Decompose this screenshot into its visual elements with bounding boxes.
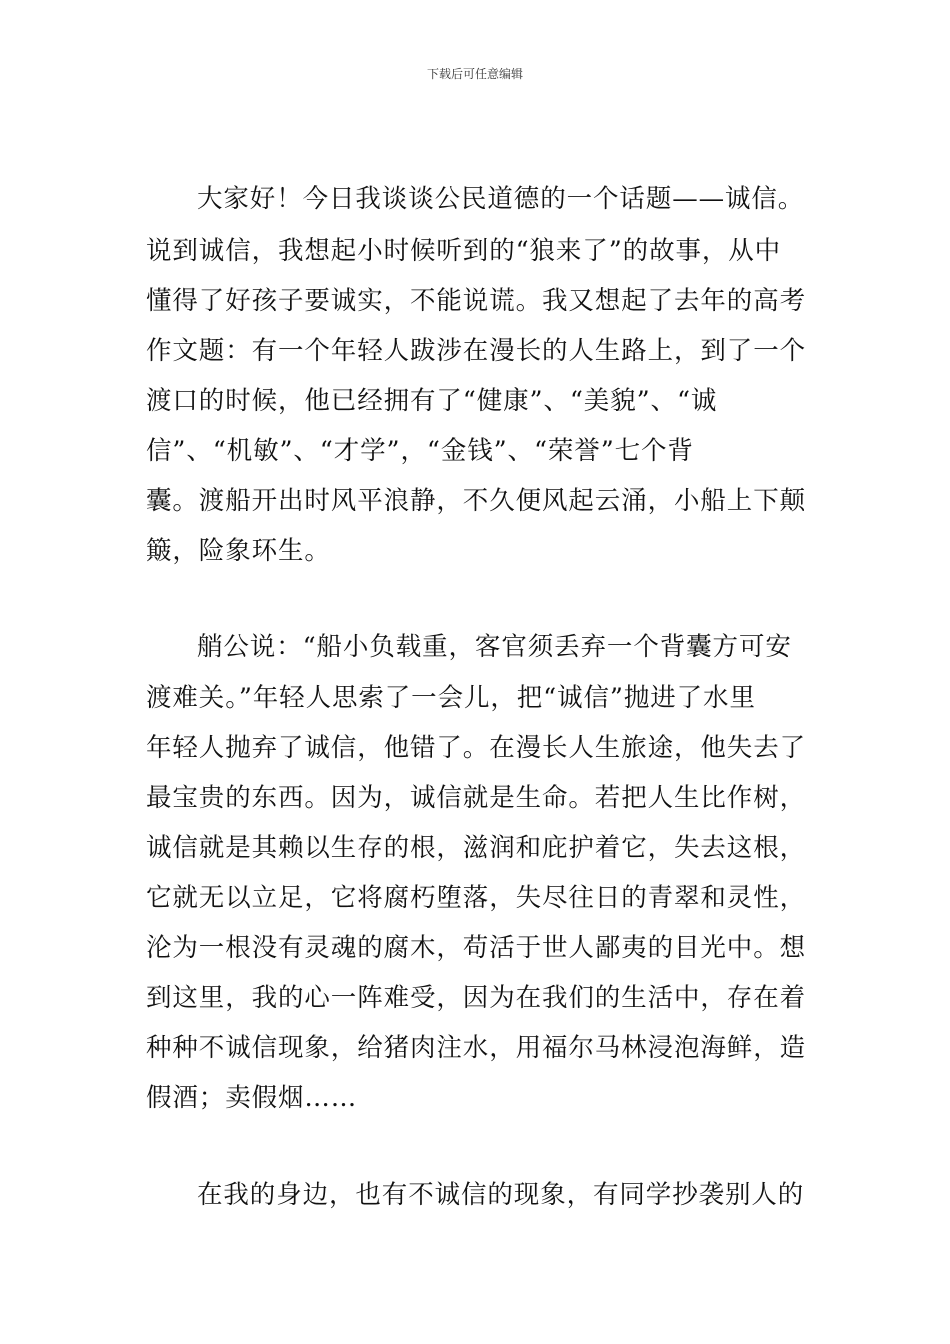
paragraph-2-line-2: 渡难关。”年轻人思索了一会儿，把“诚信”抛进了水里 xyxy=(146,683,756,713)
paragraph-1-line-7: 囊。渡船开出时风平浪静，不久便风起云涌，小船上下颠 xyxy=(146,486,807,516)
paragraph-2-line-5: 诚信就是其赖以生存的根，滋润和庇护着它，失去这根， xyxy=(146,833,807,863)
paragraph-2-line-3: 年轻人抛弃了诚信，他错了。在漫长人生旅途，他失去了 xyxy=(146,733,807,763)
paragraph-1-line-2: 说到诚信，我想起小时候听到的“狼来了”的故事，从中 xyxy=(146,236,782,266)
paragraph-2-line-7: 沦为一根没有灵魂的腐木，苟活于世人鄙夷的目光中。想 xyxy=(146,933,807,963)
paragraph-1-line-5: 渡口的时候，他已经拥有了“健康”、“美貌”、“诚 xyxy=(146,386,718,416)
paragraph-3-line-1: 在我的身边，也有不诚信的现象，有同学抄袭别人的 xyxy=(197,1180,805,1210)
paragraph-1-line-3: 懂得了好孩子要诚实，不能说谎。我又想起了去年的高考 xyxy=(146,286,807,316)
paragraph-1-line-6: 信”、“机敏”、“才学”，“金钱”、“荣誉”七个背 xyxy=(146,436,694,466)
paragraph-1-line-8: 簸，险象环生。 xyxy=(146,536,331,566)
paragraph-1-line-1: 大家好！今日我谈谈公民道德的一个话题——诚信。 xyxy=(197,184,805,214)
paragraph-2-line-6: 它就无以立足，它将腐朽堕落，失尽往日的青翠和灵性， xyxy=(146,883,807,913)
paragraph-2-line-8: 到这里，我的心一阵难受，因为在我们的生活中，存在着 xyxy=(146,983,807,1013)
page-header: 下载后可任意编辑 xyxy=(426,67,523,81)
paragraph-2-line-4: 最宝贵的东西。因为，诚信就是生命。若把人生比作树， xyxy=(146,783,807,813)
paragraph-2-line-1: 艄公说：“船小负载重，客官须丢弃一个背囊方可安 xyxy=(197,632,792,662)
paragraph-2-line-10: 假酒；卖假烟…… xyxy=(146,1083,358,1113)
paragraph-2-line-9: 种种不诚信现象，给猪肉注水，用福尔马林浸泡海鲜，造 xyxy=(146,1033,807,1063)
paragraph-1-line-4: 作文题：有一个年轻人跋涉在漫长的人生路上，到了一个 xyxy=(146,336,807,366)
